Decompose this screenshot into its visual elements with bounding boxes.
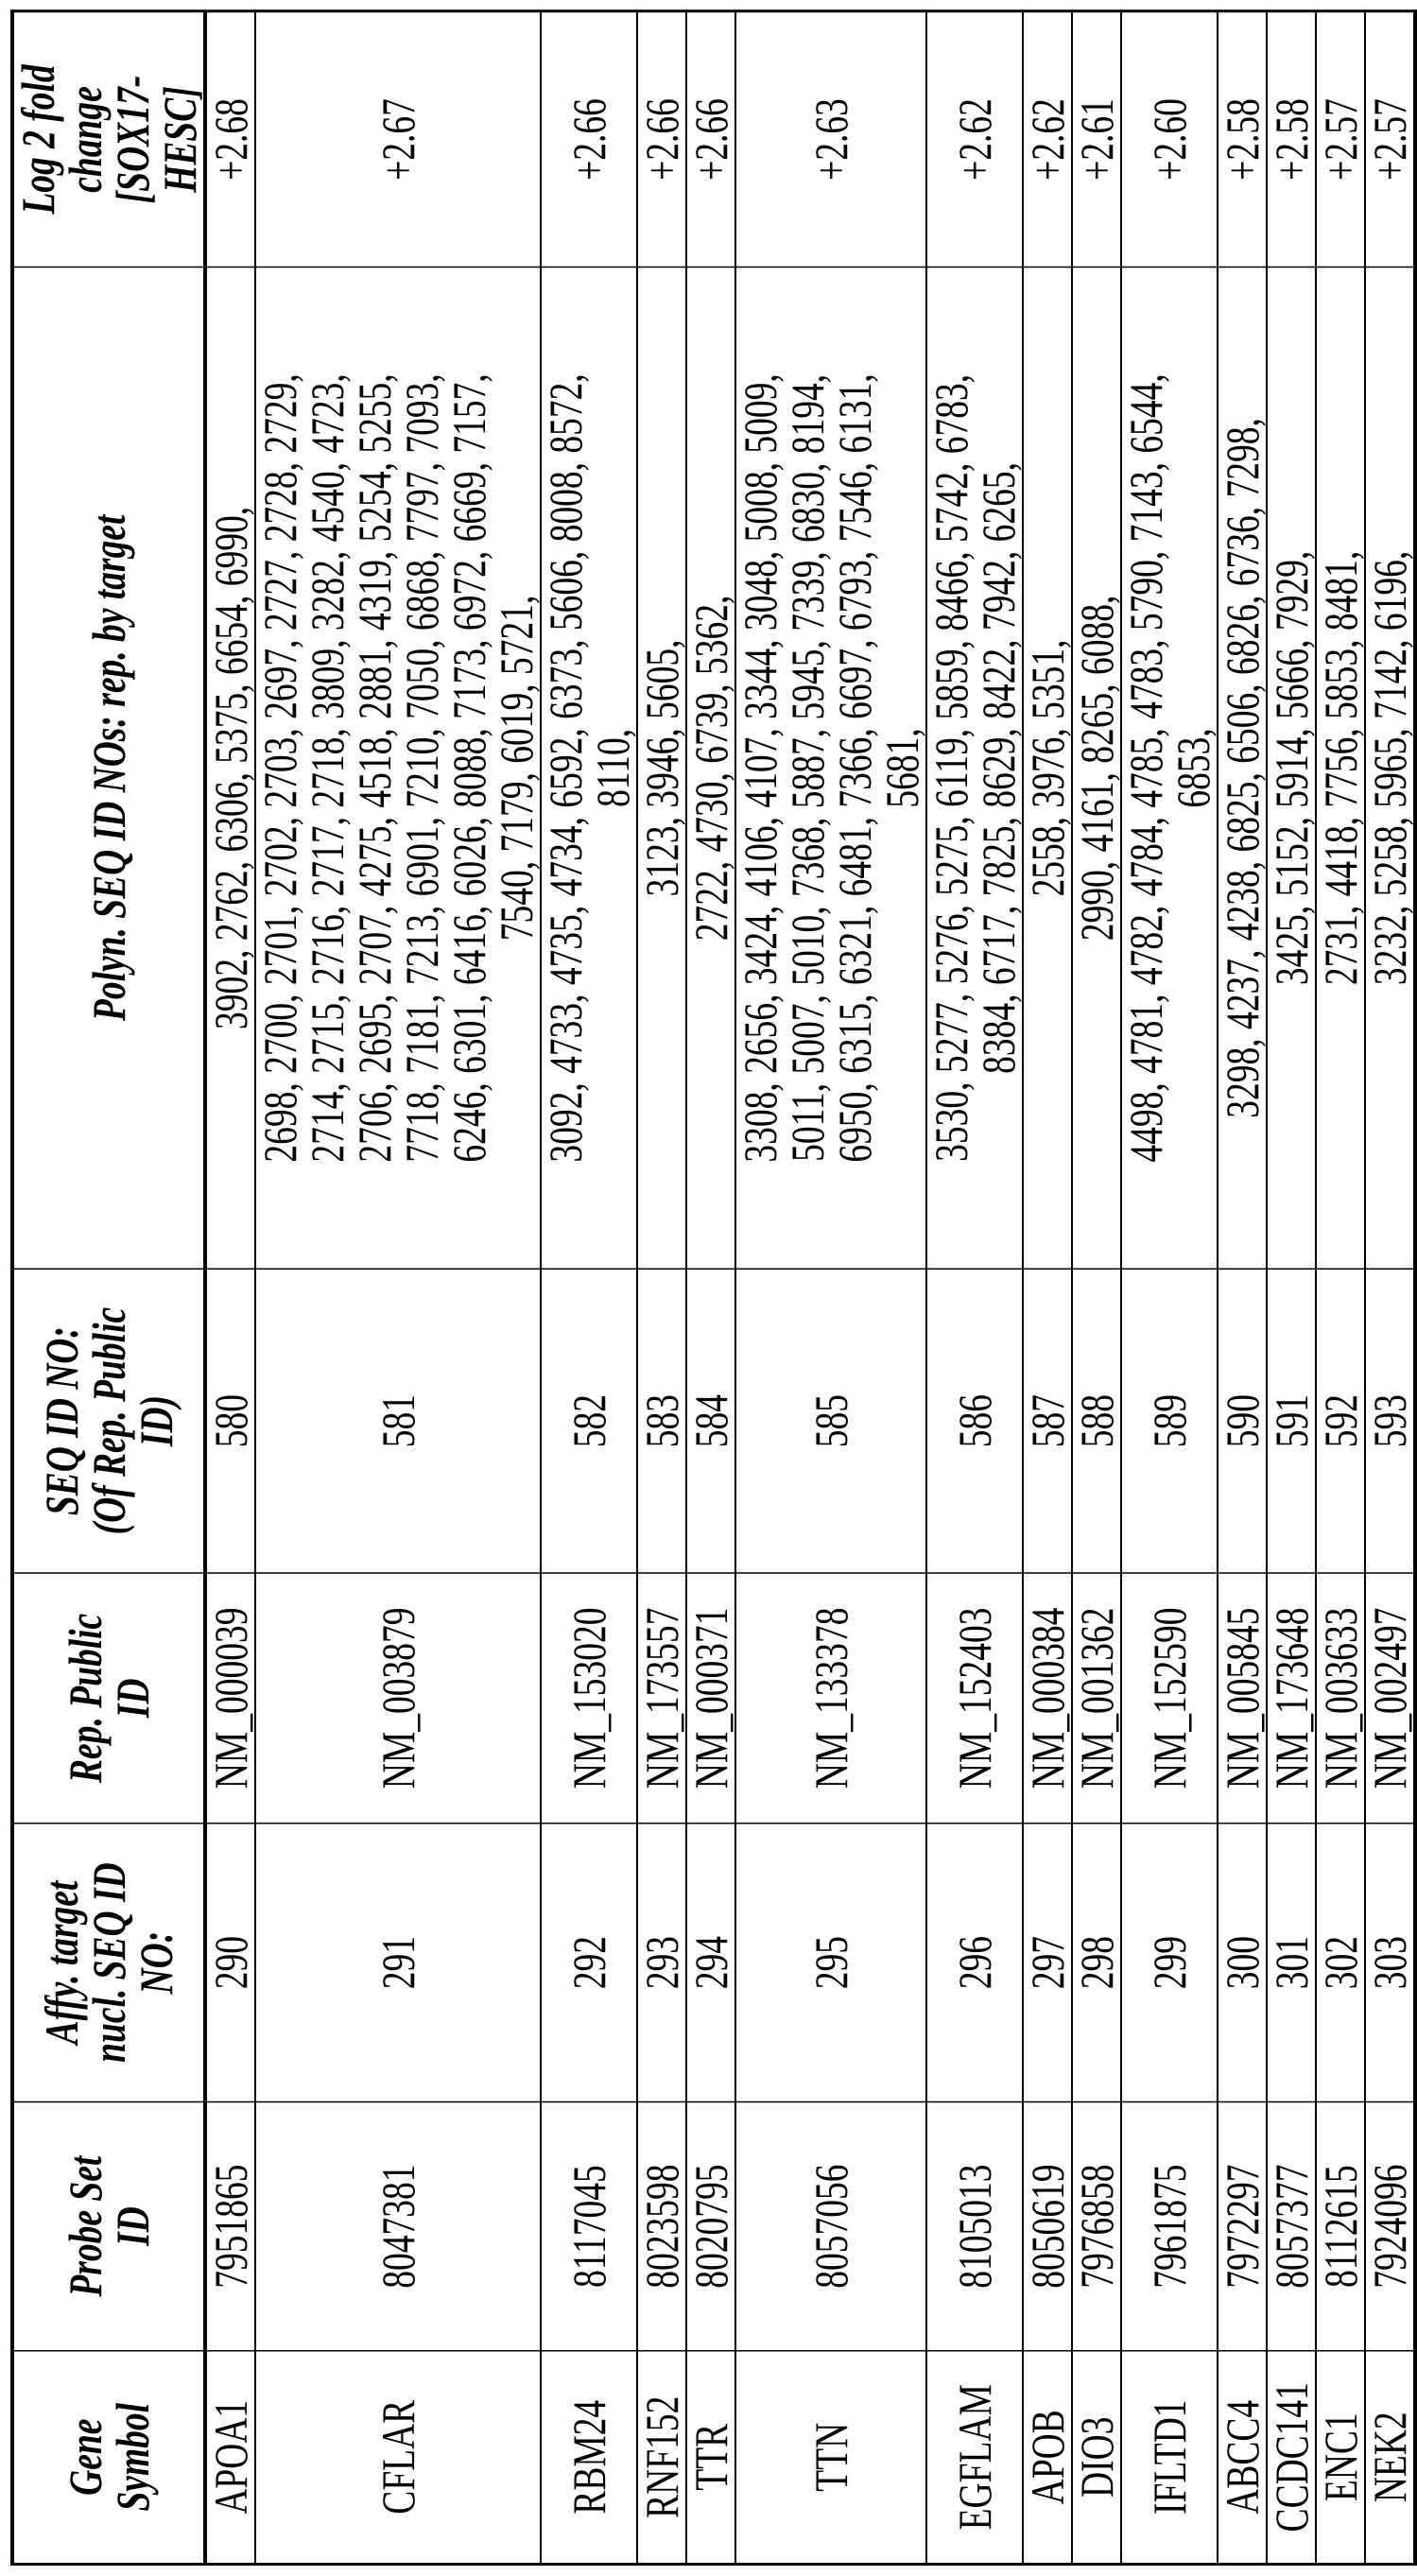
cell-log2: +2.68 bbox=[205, 11, 255, 268]
cell-probe: 7924096 bbox=[1365, 2102, 1415, 2351]
column-header-line: Gene bbox=[61, 2356, 109, 2559]
cell-gene: TTN bbox=[735, 2351, 926, 2565]
cell-seq: 580 bbox=[205, 1269, 255, 1573]
cell-log2: +2.63 bbox=[735, 11, 926, 268]
column-header-line: SEQ ID NO: bbox=[38, 1274, 85, 1568]
polyn-seq-line: 2990, 4161, 8265, 6088, bbox=[1073, 272, 1120, 1264]
cell-rep: NM_173648 bbox=[1267, 1573, 1316, 1824]
cell-affy: 296 bbox=[926, 1824, 1023, 2102]
column-header-line: Rep. Public bbox=[61, 1578, 109, 1818]
cell-log2: +2.62 bbox=[926, 11, 1023, 268]
cell-probe: 8117045 bbox=[541, 2102, 637, 2351]
cell-log2: +2.61 bbox=[1072, 11, 1121, 268]
polyn-seq-line: 2714, 2715, 2716, 2717, 2718, 3809, 3282, 4540, 4723, bbox=[303, 272, 351, 1264]
column-header-line: [SOX17- bbox=[109, 17, 156, 263]
cell-gene: CCDC141 bbox=[1267, 2351, 1316, 2565]
polyn-seq-line: 2558, 3976, 5351, bbox=[1024, 272, 1071, 1264]
column-header-rep bbox=[12, 1573, 205, 1824]
cell-affy: 293 bbox=[637, 1824, 686, 2102]
polyn-seq-line: 2698, 2700, 2701, 2702, 2703, 2697, 2727, 2728, 2729, bbox=[256, 272, 303, 1264]
column-header-line: ID) bbox=[132, 1274, 180, 1568]
table-row bbox=[1267, 11, 1316, 2565]
cell-affy: 297 bbox=[1023, 1824, 1072, 2102]
cell-log2: +2.57 bbox=[1365, 11, 1415, 268]
cell-gene: CFLAR bbox=[255, 2351, 541, 2565]
table-row bbox=[1316, 11, 1365, 2565]
cell-polyn bbox=[1218, 268, 1267, 1270]
cell-probe: 7961875 bbox=[1121, 2102, 1218, 2351]
cell-polyn bbox=[1121, 268, 1218, 1270]
cell-polyn bbox=[1365, 268, 1415, 1270]
cell-rep: NM_133378 bbox=[735, 1573, 926, 1824]
cell-affy: 291 bbox=[255, 1824, 541, 2102]
table-row bbox=[1072, 11, 1121, 2565]
table-row bbox=[1365, 11, 1415, 2565]
table-row bbox=[735, 11, 926, 2565]
column-header-line: ID bbox=[109, 2107, 156, 2346]
cell-polyn bbox=[926, 268, 1023, 1270]
cell-polyn bbox=[637, 268, 686, 1270]
cell-log2: +2.67 bbox=[255, 11, 541, 268]
table-row bbox=[255, 11, 541, 2565]
cell-affy: 302 bbox=[1316, 1824, 1365, 2102]
table-row bbox=[1218, 11, 1267, 2565]
cell-gene: RNF152 bbox=[637, 2351, 686, 2565]
column-header-polyn bbox=[12, 268, 205, 1270]
polyn-seq-line: 5681, bbox=[878, 272, 925, 1264]
cell-rep: NM_003633 bbox=[1316, 1573, 1365, 1824]
cell-polyn bbox=[541, 268, 637, 1270]
column-header-line: Affy. target bbox=[38, 1828, 85, 2097]
column-header-line: nucl. SEQ ID bbox=[85, 1828, 132, 2097]
cell-seq: 583 bbox=[637, 1269, 686, 1573]
cell-rep: NM_173557 bbox=[637, 1573, 686, 1824]
cell-probe: 8112615 bbox=[1316, 2102, 1365, 2351]
column-header-line: (Of Rep. Public bbox=[85, 1274, 132, 1568]
cell-polyn bbox=[1072, 268, 1121, 1270]
cell-log2: +2.66 bbox=[541, 11, 637, 268]
polyn-seq-line: 8384, 6717, 7825, 8629, 8422, 7942, 6265, bbox=[975, 272, 1022, 1264]
cell-probe: 8047381 bbox=[255, 2102, 541, 2351]
column-header-line: Log 2 fold bbox=[14, 17, 61, 263]
cell-polyn bbox=[686, 268, 735, 1270]
column-header-gene bbox=[12, 2351, 205, 2565]
cell-seq: 591 bbox=[1267, 1269, 1316, 1573]
cell-log2: +2.66 bbox=[637, 11, 686, 268]
polyn-seq-line: 3092, 4733, 4735, 4734, 6592, 6373, 5606, 8008, 8572, bbox=[542, 272, 589, 1264]
polyn-seq-line: 3530, 5277, 5276, 5275, 6119, 5859, 8466, 5742, 6783, bbox=[927, 272, 975, 1264]
cell-probe: 8057377 bbox=[1267, 2102, 1316, 2351]
polyn-seq-line: 3902, 2762, 6306, 5375, 6654, 6990, bbox=[207, 272, 254, 1264]
table-row bbox=[637, 11, 686, 2565]
cell-gene: ENC1 bbox=[1316, 2351, 1365, 2565]
cell-affy: 300 bbox=[1218, 1824, 1267, 2102]
column-header-log2 bbox=[12, 11, 205, 268]
column-header-line: change bbox=[61, 17, 109, 263]
cell-rep: NM_000384 bbox=[1023, 1573, 1072, 1824]
cell-log2: +2.58 bbox=[1267, 11, 1316, 268]
cell-seq: 587 bbox=[1023, 1269, 1072, 1573]
cell-affy: 299 bbox=[1121, 1824, 1218, 2102]
polyn-seq-line: 6950, 6315, 6321, 6481, 7366, 6697, 6793, 7546, 6131, bbox=[831, 272, 878, 1264]
header-row bbox=[12, 11, 205, 2565]
table-row bbox=[205, 11, 255, 2565]
column-header-line: Symbol bbox=[109, 2356, 156, 2559]
table-row bbox=[1121, 11, 1218, 2565]
cell-polyn bbox=[1023, 268, 1072, 1270]
cell-rep: NM_000371 bbox=[686, 1573, 735, 1824]
polyn-seq-line: 5011, 5007, 5010, 7368, 5887, 5945, 7339, 6830, 8194, bbox=[784, 272, 831, 1264]
cell-polyn bbox=[255, 268, 541, 1270]
cell-seq: 584 bbox=[686, 1269, 735, 1573]
cell-gene: IFLTD1 bbox=[1121, 2351, 1218, 2565]
polyn-seq-line: 3298, 4237, 4238, 6825, 6506, 6826, 6736, 7298, bbox=[1218, 272, 1266, 1264]
polyn-seq-line: 2722, 4730, 6739, 5362, bbox=[687, 272, 734, 1264]
cell-log2: +2.66 bbox=[686, 11, 735, 268]
cell-rep: NM_152403 bbox=[926, 1573, 1023, 1824]
cell-affy: 292 bbox=[541, 1824, 637, 2102]
column-header-line: HESC] bbox=[156, 17, 203, 263]
cell-rep: NM_002497 bbox=[1365, 1573, 1415, 1824]
column-header-seq bbox=[12, 1269, 205, 1573]
cell-gene: APOB bbox=[1023, 2351, 1072, 2565]
cell-probe: 8105013 bbox=[926, 2102, 1023, 2351]
polyn-seq-line: 4498, 4781, 4782, 4784, 4785, 4783, 5790, 7143, 6544, bbox=[1122, 272, 1169, 1264]
cell-seq: 582 bbox=[541, 1269, 637, 1573]
polyn-seq-line: 2706, 2695, 2707, 4275, 4518, 2881, 4319, 5254, 5255, bbox=[351, 272, 398, 1264]
column-header-line: Polyn. SEQ ID NOs: rep. by target bbox=[85, 272, 132, 1264]
polyn-seq-line: 7718, 7181, 7213, 6901, 7210, 7050, 6868, 7797, 7093, bbox=[398, 272, 445, 1264]
cell-seq: 592 bbox=[1316, 1269, 1365, 1573]
gene-expression-table bbox=[10, 9, 1417, 2566]
cell-affy: 301 bbox=[1267, 1824, 1316, 2102]
cell-rep: NM_003879 bbox=[255, 1573, 541, 1824]
cell-seq: 588 bbox=[1072, 1269, 1121, 1573]
cell-log2: +2.58 bbox=[1218, 11, 1267, 268]
polyn-seq-line: 2731, 4418, 7756, 5853, 8481, bbox=[1317, 272, 1364, 1264]
cell-probe: 8057056 bbox=[735, 2102, 926, 2351]
column-header-line: ID bbox=[109, 1578, 156, 1818]
cell-log2: +2.60 bbox=[1121, 11, 1218, 268]
cell-probe: 7972297 bbox=[1218, 2102, 1267, 2351]
cell-seq: 586 bbox=[926, 1269, 1023, 1573]
polyn-seq-line: 3123, 3946, 5605, bbox=[638, 272, 685, 1264]
table-row bbox=[1023, 11, 1072, 2565]
column-header-line: Probe Set bbox=[61, 2107, 109, 2346]
cell-polyn bbox=[1316, 268, 1365, 1270]
column-header-probe bbox=[12, 2102, 205, 2351]
cell-gene: TTR bbox=[686, 2351, 735, 2565]
cell-seq: 589 bbox=[1121, 1269, 1218, 1573]
cell-gene: DIO3 bbox=[1072, 2351, 1121, 2565]
cell-polyn bbox=[1267, 268, 1316, 1270]
cell-gene: EGFLAM bbox=[926, 2351, 1023, 2565]
cell-rep: NM_001362 bbox=[1072, 1573, 1121, 1824]
cell-affy: 295 bbox=[735, 1824, 926, 2102]
cell-affy: 294 bbox=[686, 1824, 735, 2102]
table-row bbox=[926, 11, 1023, 2565]
column-header-affy bbox=[12, 1824, 205, 2102]
cell-rep: NM_153020 bbox=[541, 1573, 637, 1824]
cell-probe: 7951865 bbox=[205, 2102, 255, 2351]
cell-rep: NM_005845 bbox=[1218, 1573, 1267, 1824]
cell-affy: 290 bbox=[205, 1824, 255, 2102]
polyn-seq-line: 3425, 5152, 5914, 5666, 7929, bbox=[1268, 272, 1315, 1264]
cell-probe: 8023598 bbox=[637, 2102, 686, 2351]
cell-gene: ABCC4 bbox=[1218, 2351, 1267, 2565]
cell-gene: RBM24 bbox=[541, 2351, 637, 2565]
cell-seq: 581 bbox=[255, 1269, 541, 1573]
rotated-table-container bbox=[10, 9, 1417, 2566]
cell-affy: 303 bbox=[1365, 1824, 1415, 2102]
cell-affy: 298 bbox=[1072, 1824, 1121, 2102]
cell-gene: NEK2 bbox=[1365, 2351, 1415, 2565]
polyn-seq-line: 8110, bbox=[589, 272, 636, 1264]
cell-polyn bbox=[735, 268, 926, 1270]
polyn-seq-line: 3232, 5258, 5965, 7142, 6196, bbox=[1366, 272, 1413, 1264]
cell-gene: APOA1 bbox=[205, 2351, 255, 2565]
cell-log2: +2.57 bbox=[1316, 11, 1365, 268]
polyn-seq-line: 6246, 6301, 6416, 6026, 8088, 7173, 6972, 6669, 7157, bbox=[445, 272, 492, 1264]
cell-seq: 593 bbox=[1365, 1269, 1415, 1573]
cell-probe: 7976858 bbox=[1072, 2102, 1121, 2351]
cell-log2: +2.62 bbox=[1023, 11, 1072, 268]
table-row bbox=[686, 11, 735, 2565]
cell-seq: 585 bbox=[735, 1269, 926, 1573]
cell-probe: 8050619 bbox=[1023, 2102, 1072, 2351]
table-row bbox=[541, 11, 637, 2565]
cell-polyn bbox=[205, 268, 255, 1270]
cell-rep: NM_152590 bbox=[1121, 1573, 1218, 1824]
column-header-line: NO: bbox=[132, 1828, 180, 2097]
cell-seq: 590 bbox=[1218, 1269, 1267, 1573]
polyn-seq-line: 6853, bbox=[1169, 272, 1217, 1264]
cell-rep: NM_000039 bbox=[205, 1573, 255, 1824]
cell-probe: 8020795 bbox=[686, 2102, 735, 2351]
polyn-seq-line: 7540, 7179, 6019, 5721, bbox=[492, 272, 540, 1264]
polyn-seq-line: 3308, 2656, 3424, 4106, 4107, 3344, 3048, 5008, 5009, bbox=[736, 272, 784, 1264]
